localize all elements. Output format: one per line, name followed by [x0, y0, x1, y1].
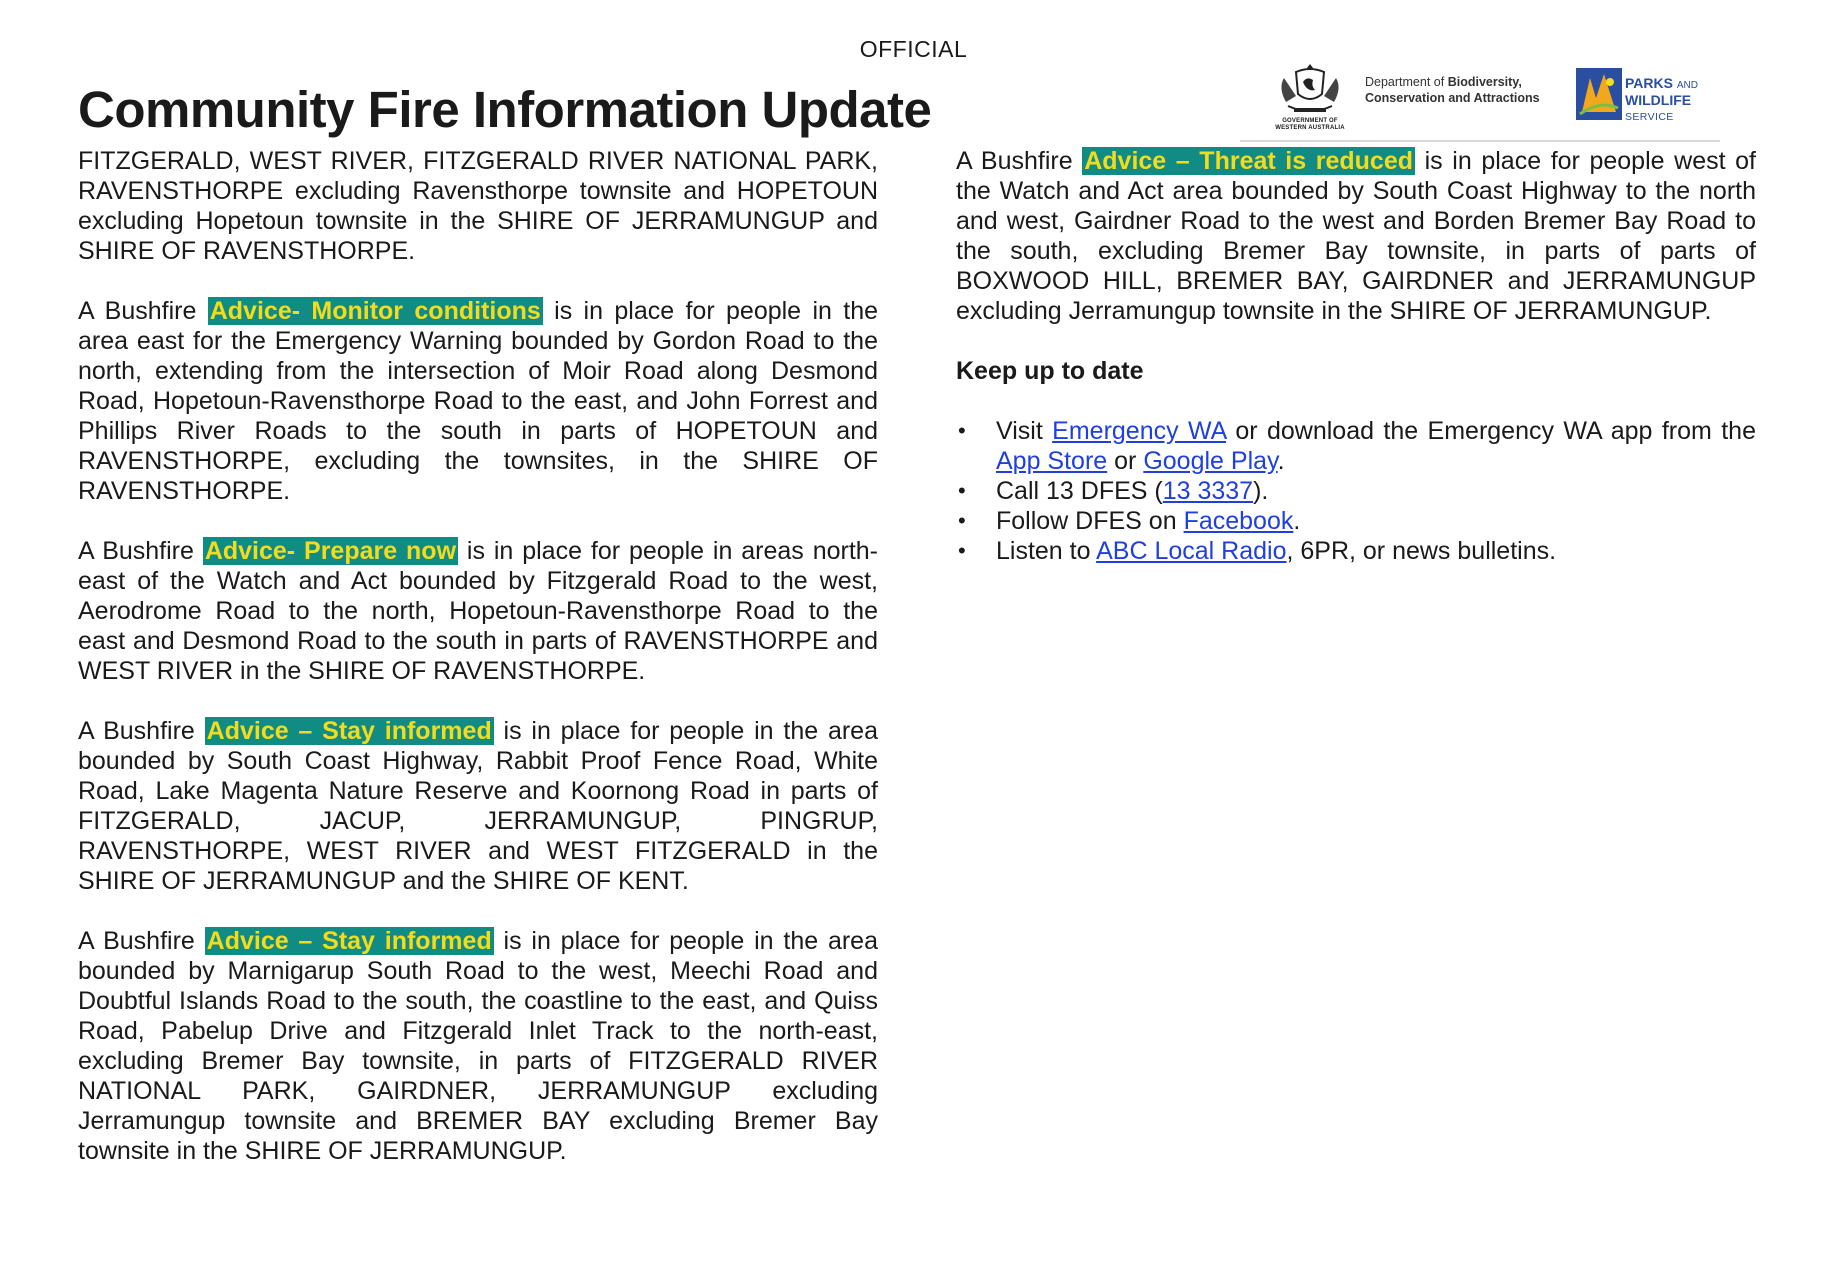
emergency-wa-link[interactable]: Emergency WA [1052, 417, 1226, 445]
alert-level-badge: Advice – Stay informed [206, 717, 492, 745]
logo-divider [1240, 140, 1720, 142]
notice-prefix: A Bushfire [956, 147, 1073, 175]
dept-lead: Department of [1365, 75, 1445, 89]
crest-caption: GOVERNMENT OF WESTERN AUSTRALIA [1275, 118, 1345, 131]
abc-local-radio-link[interactable]: ABC Local Radio [1096, 537, 1287, 565]
left-column [78, 146, 878, 1166]
list-text: or download the Emergency WA app from the [1235, 417, 1756, 445]
parks-wildlife-text [1625, 76, 1698, 125]
keep-up-heading: Keep up to date [956, 357, 1144, 385]
notice-body: is in place for people in the area east for the Emergency Warning bounded by Gordon Road to the north, extending from the intersection of Moir Road along Desmond Road, Hopetoun-Ravensthorpe Road to the east, and John Forrest and Phillips River Roads to the south in parts of HOPETOUN and RAVENSTHORPE, excluding the townsites, in the SHIRE OF RAVENSTHORPE. [78, 297, 879, 505]
list-item-call [956, 476, 1756, 506]
notice-paragraph [78, 716, 878, 896]
notice-body: is in place for people in areas north-east of the Watch and Act bounded by Fitzgerald Road to the west, Aerodrome Road to the north, Hopetoun-Ravensthorpe Road to the east and Desmond Road to the south in parts of RAVENSTHORPE and WEST RIVER in the SHIRE OF RAVENSTHORPE. [78, 537, 879, 685]
list-item-follow [956, 506, 1756, 536]
page-title: Community Fire Information Update [78, 81, 932, 138]
parks-wildlife-icon [1576, 68, 1622, 120]
notice-prefix: A Bushfire [78, 927, 195, 955]
dept-name-2: Conservation and Attractions [1365, 91, 1540, 105]
notice-paragraph [78, 926, 878, 1166]
crest-icon [1270, 60, 1350, 118]
list-item-listen [956, 536, 1756, 566]
right-column [956, 146, 1756, 566]
list-text: or [1114, 447, 1137, 475]
list-item-visit [956, 416, 1756, 476]
phone-link[interactable]: 13 3337 [1162, 477, 1254, 505]
list-text: ). [1253, 477, 1269, 505]
alert-level-badge: Advice- Monitor conditions [209, 297, 541, 325]
facebook-link[interactable]: Facebook [1183, 507, 1294, 535]
parks-wildlife-logo [1576, 68, 1726, 128]
pws-line3: SERVICE [1625, 111, 1674, 123]
pws-and: AND [1676, 80, 1698, 91]
dept-name-1: Biodiversity, [1447, 75, 1522, 89]
notice-prefix: A Bushfire [78, 537, 194, 565]
google-play-link[interactable]: Google Play [1143, 447, 1278, 475]
list-text: . [1293, 507, 1301, 535]
app-store-link[interactable]: App Store [996, 447, 1108, 475]
list-text: . [1277, 447, 1285, 475]
alert-level-badge: Advice – Stay informed [206, 927, 492, 955]
intro-paragraph: FITZGERALD, WEST RIVER, FITZGERALD RIVER NATIONAL PARK, RAVENSTHORPE excluding Ravensthorpe townsite and HOPETOUN excluding Hopetoun townsite in the SHIRE OF JERRAMUNGUP and SHIRE OF RAVENSTHORPE. [78, 147, 878, 265]
alert-level-badge: Advice – Threat is reduced [1084, 147, 1414, 175]
pws-line1: PARKS [1625, 75, 1673, 91]
notice-prefix: A Bushfire [78, 717, 195, 745]
notice-paragraph [956, 146, 1756, 326]
notice-paragraph [78, 296, 878, 506]
list-text: Follow DFES on [996, 507, 1177, 535]
list-text: Call 13 DFES ( [996, 477, 1163, 505]
department-logo-text [1365, 74, 1565, 106]
wa-government-crest [1270, 60, 1350, 140]
list-text: , 6PR, or news bulletins. [1286, 537, 1557, 565]
list-text: Visit [996, 417, 1043, 445]
keep-up-list [956, 416, 1756, 566]
classification-label: OFFICIAL [859, 36, 968, 62]
notice-paragraph [78, 536, 878, 686]
alert-level-badge: Advice- Prepare now [204, 537, 457, 565]
notice-body: is in place for people in the area bounded by Marnigarup South Road to the west, Meechi Road and Doubtful Islands Road to the south, the coastline to the east, and Quiss Road, Pabelup Drive and Fitzgerald Inlet Track to the north-east, excluding Bremer Bay townsite, in parts of FITZGERALD RIVER NATIONAL PARK, GAIRDNER, JERRAMUNGUP excluding Jerramungup townsite and BREMER BAY excluding Bremer Bay townsite in the SHIRE OF JERRAMUNGUP. [78, 927, 878, 1165]
notice-prefix: A Bushfire [78, 297, 197, 325]
pws-line2: WILDLIFE [1625, 92, 1692, 108]
header-logos [1240, 60, 1740, 150]
list-text: Listen to [996, 537, 1091, 565]
notice-body: is in place for people west of the Watch and Act area bounded by South Coast Highway to the north and west, Gairdner Road to the west and Borden Bremer Bay Road to the south, excluding Bremer Bay townsite, in parts of parts of BOXWOOD HILL, BREMER BAY, GAIRDNER and JERRAMUNGUP excluding Jerramungup townsite in the SHIRE OF JERRAMUNGUP. [956, 147, 1756, 325]
notice-body: is in place for people in the area bounded by South Coast Highway, Rabbit Proof Fence Road, White Road, Lake Magenta Nature Reserve and Koornong Road in parts of FITZGERALD, JACUP, JERRAMUNGUP, PINGRUP, RAVENSTHORPE, WEST RIVER and WEST FITZGERALD in the SHIRE OF JERRAMUNGUP and the SHIRE OF KENT. [78, 717, 878, 895]
